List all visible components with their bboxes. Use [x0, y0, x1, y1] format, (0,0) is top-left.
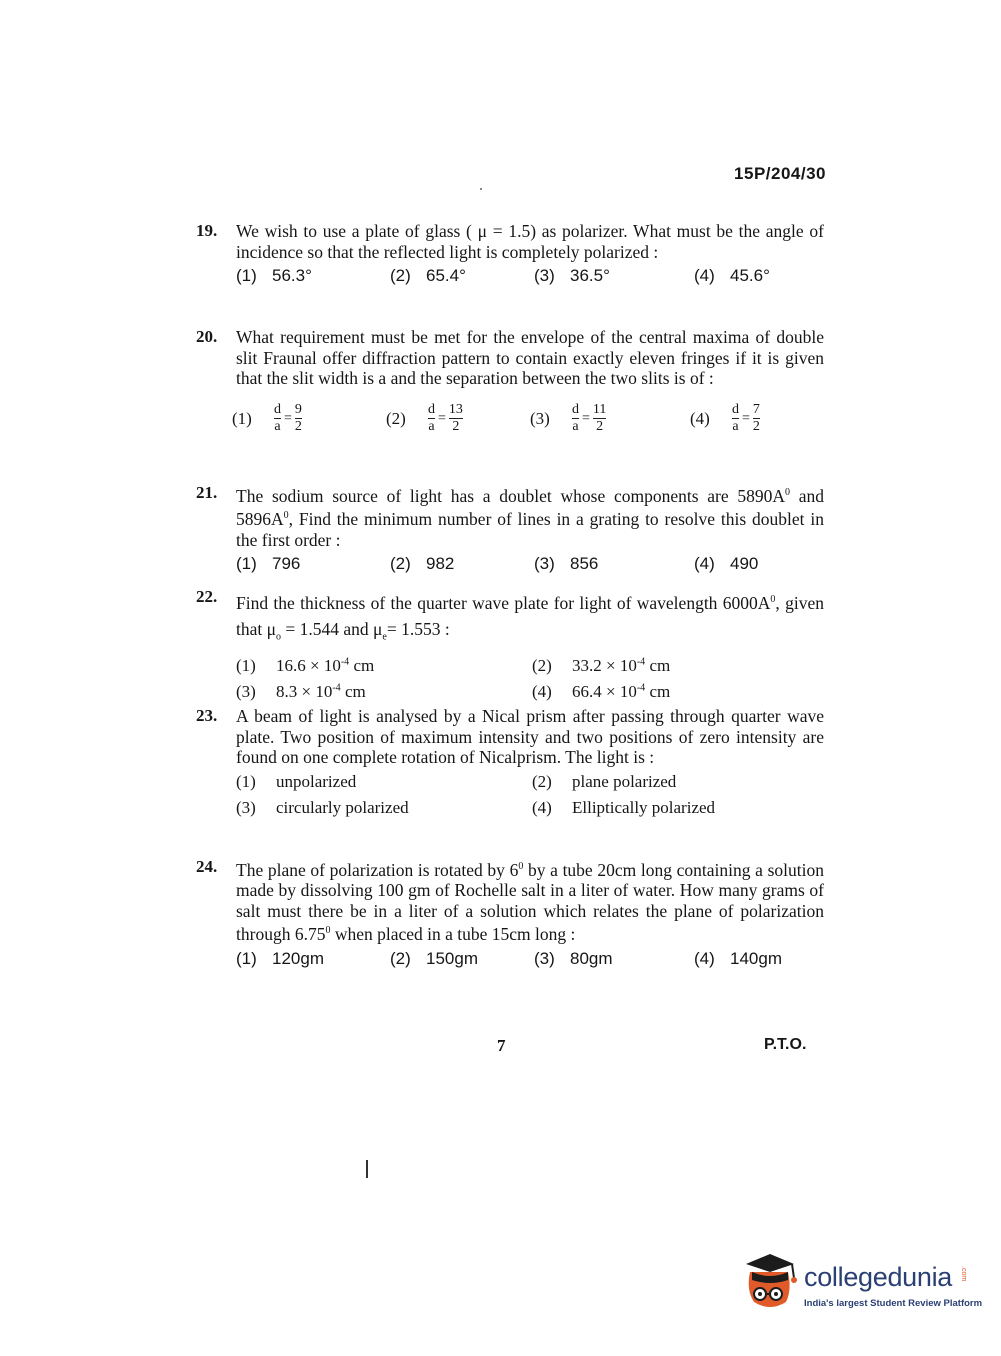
scan-mark — [366, 1160, 368, 1178]
option-3: (3) circularly polarized — [236, 797, 409, 817]
mascot-icon — [742, 1250, 800, 1314]
option-4: (4) $\frac{d}{a}$ = $\frac{7}{2}$ — [690, 402, 760, 434]
option-1: (1) $\frac{d}{a}$ = $\frac{9}{2}$ — [232, 402, 302, 434]
logo-tagline: India's largest Student Review Platform — [804, 1298, 983, 1309]
question-text: A beam of light is analysed by a Nical prism after passing through quarter wave plate. Two position of maximum intensity and two positions of zero intensity are found on one complete rotation of Nicalprism. The light is : — [236, 706, 824, 767]
option-3: (3) 80gm — [534, 948, 613, 968]
question-24 — [196, 857, 824, 975]
question-21 — [196, 483, 824, 580]
options — [236, 554, 824, 580]
option-2: (2) $\frac{d}{a}$ = $\frac{13}{2}$ — [386, 402, 463, 434]
question-number: 23. — [196, 706, 218, 725]
option-1: (1) unpolarized — [236, 771, 357, 791]
question-number: 22. — [196, 587, 218, 606]
options-row-2 — [236, 798, 824, 824]
option-4: (4) 140gm — [694, 948, 782, 968]
option-4: (4) $66.4 \times 10^{-4}$ cm — [532, 682, 671, 702]
question-text: We wish to use a plate of glass ( μ = 1.5) as polarizer. What must be the angle of incidence so that the reflected light is completely polarized : — [236, 221, 824, 262]
please-turn-over: P.T.O. — [764, 1036, 807, 1053]
option-1: (1) 796 — [236, 554, 301, 574]
option-2: (2) 982 — [390, 554, 455, 574]
question-23 — [196, 706, 824, 824]
question-number: 24. — [196, 857, 218, 876]
options — [236, 266, 824, 292]
page-number: 7 — [497, 1036, 506, 1055]
option-3: (3) 856 — [534, 554, 599, 574]
logo-domain: .com — [960, 1266, 967, 1282]
option-2: (2) 65.4° — [390, 266, 466, 285]
options-row-1 — [236, 656, 824, 682]
paper-code: 15P/204/30 — [734, 164, 826, 183]
question-19 — [196, 221, 824, 292]
question-text: Find the thickness of the quarter wave plate for light of wavelength $6000A^0$, given that $\mu_o = 1.544$ and $\mu_e= 1.553$ : — [236, 592, 824, 643]
option-1: (1) 120gm — [236, 948, 324, 968]
question-number: 21. — [196, 483, 218, 502]
option-4: (4) 490 — [694, 554, 759, 574]
option-4: (4) Elliptically polarized — [532, 797, 716, 817]
option-3: (3) $8.3 \times 10^{-4}$ cm — [236, 682, 366, 702]
question-text: The sodium source of light has a doublet whose components are $5890A^0$ and $5896A^0$, Find the minimum number of lines in a grating to resolve this doublet in the first order : — [236, 485, 824, 550]
option-3: (3) $\frac{d}{a}$ = $\frac{11}{2}$ — [530, 402, 607, 434]
option-2: (2) 150gm — [390, 948, 478, 968]
scan-speck — [480, 188, 482, 190]
question-text: The plane of polarization is rotated by $6^0$ by a tube 20cm long containing a solution made by dissolving 100 gm of Rochelle salt in a liter of water. How many grams of salt must there be in a liter of a solution which relates the plane of polarization through 6.75$^0$ when placed in a tube 15cm long : — [236, 859, 824, 945]
option-1: (1) 56.3° — [236, 266, 312, 285]
question-20 — [196, 327, 824, 441]
option-4: (4) 45.6° — [694, 266, 770, 285]
question-number: 19. — [196, 221, 218, 240]
question-number: 20. — [196, 327, 218, 346]
option-2: (2) $33.2 \times 10^{-4}$ cm — [532, 656, 671, 676]
option-3: (3) 36.5° — [534, 266, 610, 285]
option-2: (2) plane polarized — [532, 771, 677, 791]
options — [232, 397, 824, 441]
options — [236, 949, 824, 975]
option-1: (1) $16.6 \times 10^{-4}$ cm — [236, 656, 375, 676]
options-row-2 — [236, 682, 824, 708]
question-22 — [196, 587, 824, 708]
question-text: What requirement must be met for the envelope of the central maxima of double slit Fraunal offer diffraction pattern to contain exactly eleven fringes if it is given that the slit width is a and the separation between the two slits is of : — [236, 327, 824, 388]
collegedunia-logo[interactable] — [742, 1250, 983, 1320]
options-row-1 — [236, 772, 824, 798]
logo-wordmark: collegedunia — [804, 1262, 953, 1292]
